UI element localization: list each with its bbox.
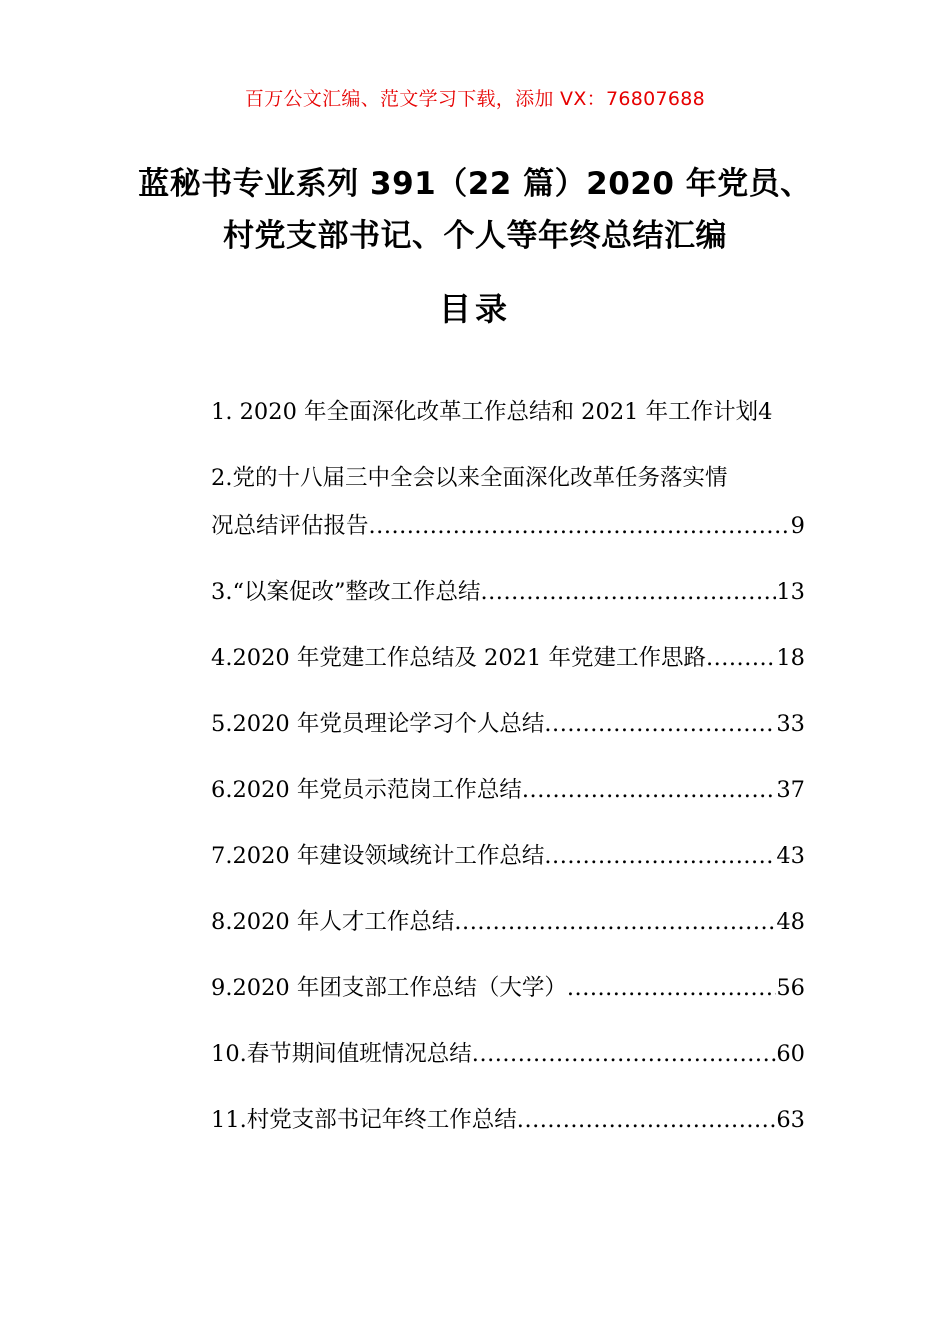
toc-entry-label: 3.“以案促改”整改工作总结 xyxy=(211,579,481,605)
toc-leader-dots xyxy=(454,902,776,942)
toc-entry-page: 33 xyxy=(776,711,805,737)
toc-leader-dots xyxy=(706,638,776,678)
toc-entry-label-line-1[interactable]: 2.党的十八届三中全会以来全面深化改革任务落实情 xyxy=(211,465,728,491)
toc-heading: 目录 xyxy=(438,290,511,328)
toc-entry-page: 60 xyxy=(776,1041,805,1067)
document-title-line-1: 蓝秘书专业系列 391（22 篇）2020 年党员、 xyxy=(138,166,812,202)
toc-entry-page: 56 xyxy=(776,975,805,1001)
toc-entry[interactable] xyxy=(211,836,805,876)
toc-entry-label: 4.2020 年党建工作总结及 2021 年党建工作思路 xyxy=(211,645,706,671)
toc-entry[interactable] xyxy=(211,1034,805,1074)
toc-entry-page: 37 xyxy=(776,777,805,803)
toc-entry-page: 4 xyxy=(758,399,773,425)
toc-entry-label: 1. 2020 年全面深化改革工作总结和 2021 年工作计划 xyxy=(211,399,759,425)
toc-leader-dots xyxy=(480,572,776,612)
toc-entry-page: 63 xyxy=(776,1107,805,1133)
toc-entry-label: 10.春节期间值班情况总结 xyxy=(211,1041,472,1067)
toc-entry-label: 9.2020 年团支部工作总结（大学） xyxy=(211,975,567,1001)
toc-leader-dots xyxy=(517,1100,777,1140)
toc-entry[interactable] xyxy=(211,638,805,678)
toc-entry[interactable] xyxy=(211,506,805,546)
toc-entry-label: 5.2020 年党员理论学习个人总结 xyxy=(211,711,545,737)
toc-entry-label: 7.2020 年建设领域统计工作总结 xyxy=(211,843,545,869)
toc-leader-dots xyxy=(567,968,776,1008)
toc-leader-dots xyxy=(472,1034,777,1074)
toc-entry-label: 11.村党支部书记年终工作总结 xyxy=(211,1107,517,1133)
toc-entry[interactable] xyxy=(211,392,805,432)
document-title-line-2: 村党支部书记、个人等年终总结汇编 xyxy=(223,218,727,254)
promo-banner: 百万公文汇编、范文学习下载，添加 VX：76807688 xyxy=(244,88,706,110)
toc-entry-label: 8.2020 年人才工作总结 xyxy=(211,909,455,935)
toc-entry[interactable] xyxy=(211,572,805,612)
toc-entry[interactable] xyxy=(211,1100,805,1140)
toc-entry[interactable] xyxy=(211,704,805,744)
toc-leader-dots xyxy=(369,506,791,546)
toc-entry-page: 18 xyxy=(776,645,805,671)
toc-entry-page: 9 xyxy=(790,513,805,539)
toc-leader-dots xyxy=(544,704,776,744)
toc-leader-dots xyxy=(544,836,776,876)
document-title xyxy=(130,158,820,262)
toc-entry-label: 况总结评估报告 xyxy=(211,513,369,539)
toc-entry-page: 13 xyxy=(776,579,805,605)
toc-entry-page: 43 xyxy=(776,843,805,869)
toc-entry[interactable] xyxy=(211,902,805,942)
toc-entry-label: 6.2020 年党员示范岗工作总结 xyxy=(211,777,522,803)
toc-entry[interactable] xyxy=(211,968,805,1008)
toc-entry[interactable] xyxy=(211,770,805,810)
toc-leader-dots xyxy=(522,770,776,810)
toc-entry-page: 48 xyxy=(776,909,805,935)
